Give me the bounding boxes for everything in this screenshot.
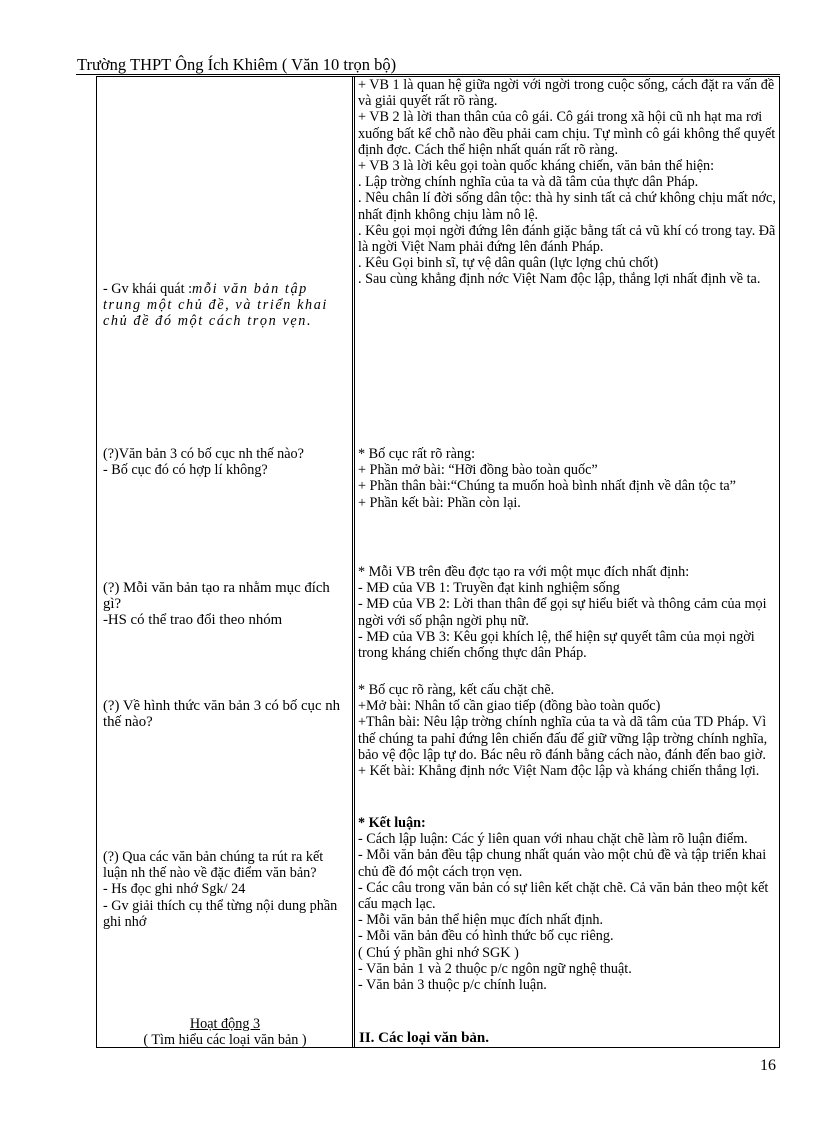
- question-4-line: - Gv giải thích cụ thể từng nội dung phần ghi nhớ: [103, 897, 338, 930]
- paragraph: . Kêu gọi mọi ngời đứng lên đánh giặc bằng tất cả vũ khí có trong tay. Đã là ngời Việt Nam phải đứng lên đánh Pháp.: [358, 222, 776, 256]
- paragraph: - Văn bản 3 thuộc p/c chính luận.: [358, 977, 547, 994]
- paragraph: + Phần kết bài: Phần còn lại.: [358, 494, 521, 511]
- activity-title: Hoạt động 3: [189, 1016, 261, 1032]
- gv-summary: [103, 281, 348, 330]
- paragraph: - MĐ của VB 3: Kêu gọi khích lệ, thể hiện sự quyết tâm của mọi ngời trong kháng chiến chống thực dân Pháp.: [358, 628, 755, 662]
- question-1: [103, 446, 348, 478]
- paragraph: - Các câu trong văn bản có sự liên kết chặt chẽ. Cả văn bản theo một kết cấu mạch lạc.: [358, 879, 769, 913]
- paragraph: * Mỗi VB trên đều đợc tạo ra với một mục đích nhất định:: [358, 564, 690, 580]
- paragraph: - Mỗi văn bản đều có hình thức bố cục riêng.: [358, 928, 614, 945]
- question-2-line: -HS có thể trao đổi theo nhóm: [103, 612, 283, 629]
- paragraph: * Bố cục rõ ràng, kết cấu chặt chẽ.: [358, 682, 555, 698]
- paragraph: - Văn bản 1 và 2 thuộc p/c ngôn ngữ nghệ thuật.: [358, 960, 632, 977]
- question-3: [103, 698, 348, 730]
- right-block-1: [358, 77, 776, 288]
- paragraph: +Mở bài: Nhân tố cần giao tiếp (đồng bào toàn quốc): [358, 698, 661, 715]
- right-block-4: [358, 682, 776, 779]
- question-4-line: - Hs đọc ghi nhớ Sgk/ 24: [103, 881, 246, 898]
- right-block-3: [358, 564, 776, 661]
- paragraph: - MĐ của VB 1: Truyền đạt kinh nghiệm sống: [358, 580, 620, 597]
- paragraph: . Lập trờng chính nghĩa của ta và dã tâm của thực dân Pháp.: [358, 174, 699, 191]
- question-4: [103, 849, 348, 930]
- paragraph: . Kêu Gọi binh sĩ, tự vệ dân quân (lực lợng chủ chốt): [358, 255, 659, 272]
- paragraph: + VB 3 là lời kêu gọi toàn quốc kháng chiến, văn bản thể hiện:: [358, 158, 715, 175]
- right-block-2: [358, 446, 776, 511]
- paragraph: + Kết bài: Khẳng định nớc Việt Nam độc lập và kháng chiến thắng lợi.: [358, 763, 760, 780]
- paragraph: - MĐ của VB 2: Lời than thân để gọi sự hiểu biết và thông cảm của mọi ngời với số phận ngời phụ nữ.: [358, 596, 767, 629]
- question-1-line: (?)Văn bản 3 có bố cục nh thế nào?: [103, 446, 304, 462]
- activity-3: [100, 1016, 350, 1048]
- paragraph: - Mỗi văn bản đều tập chung nhất quán vào một chủ đề và tập triển khai chủ đề đó một cách trọn vẹn.: [358, 847, 767, 880]
- paragraph: - Cách lập luận: Các ý liên quan với nhau chặt chẽ làm rõ luận điểm.: [358, 831, 748, 848]
- paragraph: + Phần mở bài: “Hỡi đồng bào toàn quốc”: [358, 462, 598, 479]
- page-number: 16: [760, 1057, 776, 1074]
- paragraph: . Nêu chân lí đời sống dân tộc: thà hy sinh tất cả chứ không chịu mất nớc, nhất định không chịu làm nô lệ.: [358, 190, 776, 223]
- paragraph: +Thân bài: Nêu lập trờng chính nghĩa của ta và dã tâm của TD Pháp. Vì thế chúng ta pahỉ đứng lên chiến đấu để giữ vững lập trờng chính nghĩa, bảo vệ độc lập tự do. Bác nêu rõ đánh bằng cách nào, đánh đến bao giờ.: [358, 714, 768, 763]
- paragraph: + VB 2 là lời than thân của cô gái. Cô gái trong xã hội cũ nh hạt ma rơi xuống bất kể chỗ nào đều phải cam chịu. Tự mình cô gái không thể quyết định đợc. Cách thể hiện nhất quán rất rõ ràng.: [358, 109, 776, 158]
- question-3-line: (?) Về hình thức văn bản 3 có bố cục nh thế nào?: [103, 698, 341, 731]
- question-1-line: - Bố cục đó có hợp lí không?: [103, 462, 268, 479]
- question-2-line: (?) Mỗi văn bản tạo ra nhằm mục đích gì?: [103, 580, 330, 613]
- right-block-5: [358, 815, 776, 993]
- gv-summary-prefix: - Gv khái quát :: [103, 281, 193, 297]
- paragraph: - Mỗi văn bản thể hiện mục đích nhất định.: [358, 912, 604, 929]
- page-header: Trường THPT Ông Ích Khiêm ( Văn 10 trọn bộ): [77, 55, 397, 74]
- paragraph: + Phần thân bài:“Chúng ta muốn hoà bình nhất định về dân tộc ta”: [358, 478, 736, 495]
- paragraph: ( Chú ý phần ghi nhớ SGK ): [358, 944, 519, 961]
- question-2: [103, 580, 348, 629]
- header-rule: [76, 74, 780, 75]
- conclusion-title: * Kết luận:: [358, 815, 426, 831]
- gv-summary-italic: mỗi văn bản tập trung một chủ đề, và triển khai chủ đề đó một cách trọn vẹn.: [103, 281, 328, 330]
- activity-subtitle: ( Tìm hiểu các loại văn bản ): [143, 1032, 307, 1048]
- question-4-line: (?) Qua các văn bản chúng ta rút ra kết luận nh thế nào về đặc điểm văn bản?: [103, 849, 324, 882]
- section-title: II. Các loại văn bản.: [359, 1030, 490, 1046]
- column-divider: [352, 76, 355, 1048]
- paragraph: * Bố cục rất rõ ràng:: [358, 446, 476, 462]
- paragraph: + VB 1 là quan hệ giữa ngời với ngời trong cuộc sống, cách đặt ra vấn đề và giải quyết rất rõ ràng.: [358, 77, 775, 110]
- paragraph: . Sau cùng khẳng định nớc Việt Nam độc lập, thắng lợi nhất định về ta.: [358, 271, 761, 288]
